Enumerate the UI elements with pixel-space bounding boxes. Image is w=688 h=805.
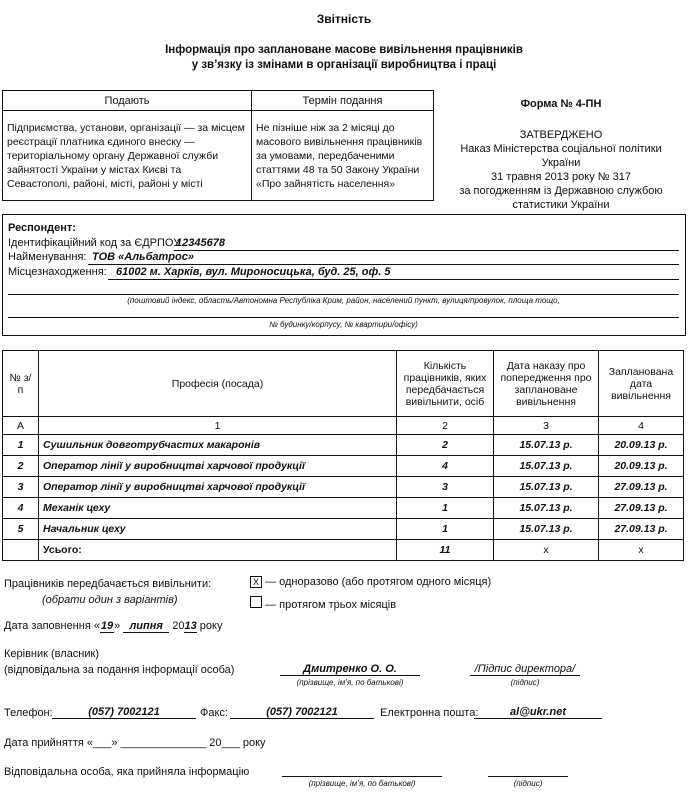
row-profession: Оператор лінії у виробництві харчової продукції <box>39 477 397 498</box>
edrpou-label: Ідентифікаційний код за ЄДРПОУ <box>8 237 181 249</box>
total-label: Усього: <box>39 540 397 561</box>
name-value: ТОВ «Альбатрос» <box>92 251 194 263</box>
row-count: 4 <box>397 456 494 477</box>
fill-date-year: 13 <box>184 620 197 632</box>
submitters-text: Підприємства, установи, організації — за місцем реєстрації платника єдиного внеску — територіальному органу Державної служби зайнятості України у містах Києві та Севастополі, районі, місті, районі у місті <box>3 111 252 201</box>
name-label: Найменування: <box>8 251 87 263</box>
phone-value: (057) 7002121 <box>52 706 196 719</box>
row-order-date: 15.07.13 р. <box>494 477 599 498</box>
total-row <box>3 540 684 561</box>
col-code-4: 4 <box>599 417 684 435</box>
deadline-text: Не пізніше ніж за 2 місяці до масового вивільнення працівників за умовами, передбаченими статтями 48 та 50 Закону України «Про зайнятість населення» <box>252 111 434 201</box>
approved-label: ЗАТВЕРДЖЕНО <box>519 129 603 141</box>
layoff-table <box>2 350 684 561</box>
col-code-3: 3 <box>494 417 599 435</box>
row-num: 3 <box>3 477 39 498</box>
director-name: Дмитренко О. О. <box>280 663 420 676</box>
option-three-months-text: — протягом трьох місяців <box>265 599 397 611</box>
release-mode-label: Працівників передбачається вивільнити: <box>4 578 212 590</box>
table-row <box>3 435 684 456</box>
row-release-date: 27.09.13 р. <box>599 477 684 498</box>
email-label: Електронна пошта: <box>380 707 479 719</box>
col-code-a: А <box>3 417 39 435</box>
approval-block <box>446 128 676 212</box>
row-release-date: 27.09.13 р. <box>599 519 684 540</box>
table-row <box>3 456 684 477</box>
fill-date: Дата заповнення «19» липня 2013 року <box>4 620 223 632</box>
total-release-date: х <box>599 540 684 561</box>
row-count: 1 <box>397 498 494 519</box>
col-order-date-header: Дата наказу про попередження про заплановане вивільнення <box>494 351 599 417</box>
row-release-date: 20.09.13 р. <box>599 456 684 477</box>
order-line-2: 31 травня 2013 року № 317 <box>491 171 631 183</box>
col-profession-header: Професія (посада) <box>39 351 397 417</box>
responsible-signature-caption: (підпис) <box>513 779 543 788</box>
location-value: 61002 м. Харків, вул. Мироносицька, буд. 25, оф. 5 <box>116 266 391 278</box>
col-num-header: № з/п <box>3 351 39 417</box>
row-release-date: 20.09.13 р. <box>599 435 684 456</box>
report-title-line2: у зв’язку із змінами в організації виробництва і праці <box>191 59 497 71</box>
order-line-4: статистики України <box>512 199 610 211</box>
option-once-text: — одноразово (або протягом одного місяця) <box>265 576 492 588</box>
row-num: 2 <box>3 456 39 477</box>
accepted-date: Дата прийняття «___» ______________ 20___ року <box>4 737 266 749</box>
address-caption-2: № будинку/корпусу, № квартири/офісу) <box>269 320 418 329</box>
responsible-label: Відповідальна особа, яка прийняла інформацію <box>4 766 250 778</box>
row-num: 5 <box>3 519 39 540</box>
col-count-header: Кількість працівників, яких передбачається вивільнити, осіб <box>397 351 494 417</box>
form-number: Форма № 4-ПН <box>520 98 602 110</box>
responsible-name-caption: (прізвище, ім’я, по батькові) <box>308 779 416 788</box>
option-once-checkbox[interactable]: Х <box>250 576 262 588</box>
email-value: al@ukr.net <box>474 706 602 719</box>
option-once[interactable] <box>250 576 491 588</box>
row-profession: Оператор лінії у виробництві харчової продукції <box>39 456 397 477</box>
col-code-2: 2 <box>397 417 494 435</box>
row-num: 1 <box>3 435 39 456</box>
option-three-months[interactable] <box>250 596 396 611</box>
location-label: Місцезнаходження: <box>8 266 107 278</box>
row-count: 2 <box>397 435 494 456</box>
total-count: 11 <box>397 540 494 561</box>
order-line-1: Наказ Міністерства соціальної політики України <box>460 143 662 169</box>
col-code-1: 1 <box>39 417 397 435</box>
responsible-signature-line <box>488 776 568 777</box>
table-row <box>3 477 684 498</box>
deadline-header: Термін подання <box>252 91 434 111</box>
director-sublabel: (відповідальна за подання інформації особа) <box>4 664 235 676</box>
release-mode-hint: (обрати один з варіантів) <box>42 594 178 606</box>
responsible-name-line <box>282 776 442 777</box>
phone-label: Телефон: <box>4 707 53 719</box>
row-order-date: 15.07.13 р. <box>494 435 599 456</box>
fax-value: (057) 7002121 <box>230 706 374 719</box>
option-three-months-checkbox[interactable] <box>250 596 262 608</box>
fill-date-label: Дата заповнення « <box>4 620 100 632</box>
fill-date-month: липня <box>123 620 169 633</box>
row-num: 4 <box>3 498 39 519</box>
report-title-line1: Інформація про заплановане масове вивільнення працівників <box>165 44 523 56</box>
row-count: 1 <box>397 519 494 540</box>
row-profession: Начальник цеху <box>39 519 397 540</box>
order-line-3: за погодженням із Державною службою <box>459 185 663 197</box>
submitters-header: Подають <box>3 91 252 111</box>
director-signature: /Підпис директора/ <box>470 663 580 676</box>
table-row <box>3 519 684 540</box>
edrpou-value: 12345678 <box>176 237 225 249</box>
row-order-date: 15.07.13 р. <box>494 456 599 477</box>
submission-table <box>2 90 434 201</box>
col-release-date-header: Запланована дата вивільнення <box>599 351 684 417</box>
total-order-date: х <box>494 540 599 561</box>
director-label: Керівник (власник) <box>4 648 100 660</box>
row-profession: Сушильник довготрубчастих макаронів <box>39 435 397 456</box>
table-row <box>3 498 684 519</box>
row-order-date: 15.07.13 р. <box>494 498 599 519</box>
report-type: Звітність <box>316 12 372 26</box>
director-signature-caption: (підпис) <box>510 678 540 687</box>
fax-label: Факс: <box>200 707 228 719</box>
row-profession: Механік цеху <box>39 498 397 519</box>
respondent-label: Респондент: <box>8 222 76 234</box>
row-order-date: 15.07.13 р. <box>494 519 599 540</box>
address-caption-1: (поштовий індекс, область/Автономна Республіка Крим, район, населений пункт, вулиця/провулок, площа тощо, <box>127 296 560 305</box>
director-name-caption: (прізвище, ім’я, по батькові) <box>296 678 404 687</box>
row-count: 3 <box>397 477 494 498</box>
fill-date-day: 19 <box>100 620 114 632</box>
row-release-date: 27.09.13 р. <box>599 498 684 519</box>
